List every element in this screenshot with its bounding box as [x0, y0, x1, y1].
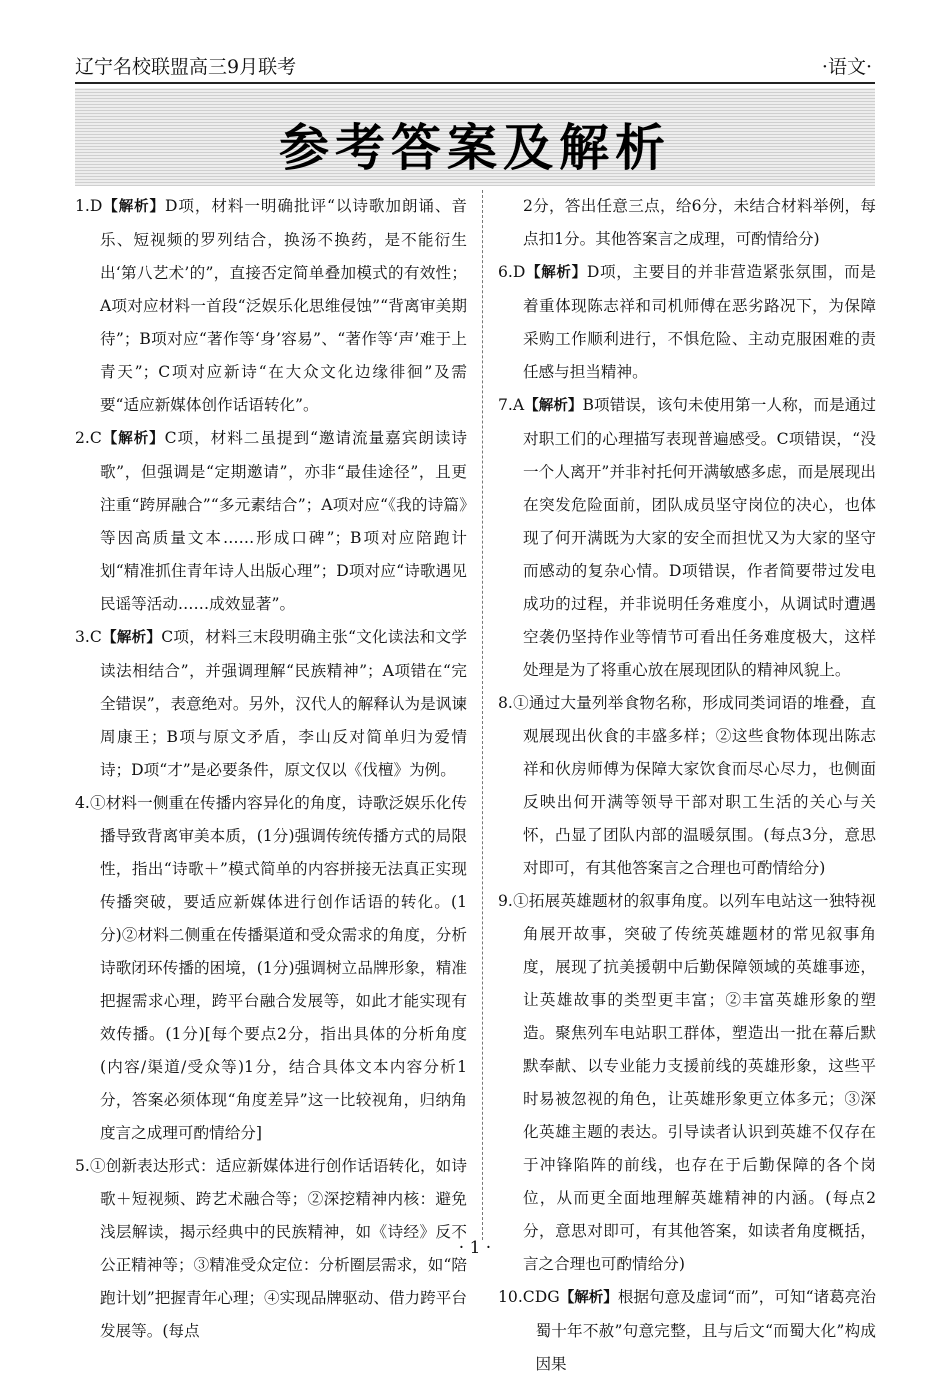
- item-number: 3.C: [75, 628, 102, 646]
- column-divider: [482, 190, 483, 1240]
- item-text: ①材料一侧重在传播内容异化的角度，诗歌泛娱乐化传播导致背离审美本质，(1分)强调传统传播方式的局限性，指出“诗歌＋”模式简单的内容拼接无法真正实现传播突破，要适应新媒体进行创作话语的转化。(1分)②材料二侧重在传播渠道和受众需求的角度，分析诗歌闭环传播的困境，(1分)强调树立品牌形象，精准把握需求心理，跨平台融合发展等，如此才能实现有效传播。(1分)[每个要点2分，指出具体的分析角度(内容/渠道/受众等)1分，结合具体文本内容分析1分，答案必须体现“角度差异”这一比较视角，归纳角度言之成理可酌情给分]: [89, 794, 467, 1142]
- analysis-tag: 【解析】: [101, 431, 165, 447]
- answer-item-8: [498, 687, 876, 885]
- header-exam-title: 辽宁名校联盟高三9月联考: [75, 56, 297, 78]
- item-text: D项，材料一明确批评“以诗歌加朗诵、音乐、短视频的罗列结合，换汤不换药，是不能衍生出‘第八艺术’的”，直接否定简单叠加模式的有效性；A项对应材料一首段“泛娱乐化思维侵蚀”“背离审美期待”；B项对应“著作等‘身’容易”、“著作等‘声’难于上青天”；C项对应新诗“在大众文化边缘徘徊”及需要“适应新媒体创作话语转化”。: [99, 197, 467, 414]
- item-text: C项，材料三末段明确主张“文化读法和文学读法相结合”，并强调理解“民族精神”；A项错在“完全错误”，表意绝对。另外，汉代人的解释认为是讽谏周康王；B项与原文矛盾，李山反对简单归为爱情诗；D项“才”是必要条件，原文仅以《伐檀》为例。: [99, 628, 467, 779]
- answer-item-6: [498, 256, 876, 389]
- answer-item-2: [75, 422, 467, 621]
- item-text: B项错误，该句未使用第一人称，而是通过对职工们的心理描写表现普遍感受。C项错误，“没一个人离开”并非衬托何开满敏感多虑，而是展现出在突发危险面前，团队成员坚守岗位的决心，也体现了何开满既为大家的安全而担忧又为大家的坚守而感动的复杂心情。D项错误，作者简要带过发电成功的过程，并非说明任务难度小，从调试时遭遇空袭仍坚持作业等情节可看出任务难度极大，这样处理是为了将重心放在展现团队的精神风貌上。: [522, 396, 876, 679]
- header-subject: ·语文·: [821, 56, 872, 78]
- item-number: 7.A: [498, 396, 525, 414]
- analysis-tag: 【解析】: [525, 265, 587, 281]
- item-number: 2.C: [75, 429, 102, 447]
- analysis-tag: 【解析】: [559, 1290, 618, 1306]
- item-text: D项，主要目的并非营造紧张氛围，而是着重体现陈志祥和司机师傅在恶劣路况下，为保障采购工作顺利进行，不惧危险、主动克服困难的责任感与担当精神。: [522, 263, 876, 381]
- answer-item-4: [75, 787, 467, 1150]
- item-text: 2分，答出任意三点，给6分，未结合材料举例，每点扣1分。其他答案言之成理，可酌情给分): [522, 197, 876, 248]
- left-column: [75, 190, 467, 1348]
- item-number: 10.CDG: [498, 1288, 560, 1306]
- item-number: 8.: [498, 694, 513, 712]
- item-text: ①拓展英雄题材的叙事角度。以列车电站这一独特视角展开故事，突破了传统英雄题材的常见叙事角度，展现了抗美援朝中后勤保障领域的英雄事迹，让英雄故事的类型更丰富；②丰富英雄形象的塑造。聚焦列车电站职工群体，塑造出一批在幕后默默奉献、以专业能力支援前线的英雄形象，这些平时易被忽视的角色，让英雄形象更立体多元；③深化英雄主题的表达。引导读者认识到英雄不仅存在于冲锋陷阵的前线，也存在于后勤保障的各个岗位，从而更全面地理解英雄精神的内涵。(每点2分，意思对即可，有其他答案，如读者角度概括，言之合理也可酌情给分): [512, 892, 876, 1273]
- answer-item-10: [498, 1281, 876, 1381]
- right-column: [498, 190, 876, 1381]
- header-rule: [75, 82, 875, 84]
- page-number: · 1 ·: [458, 1238, 492, 1258]
- item-number: 6.D: [498, 263, 526, 281]
- answer-item-5-continued: [498, 190, 876, 256]
- item-number: 9.: [498, 892, 513, 910]
- title-banner: [75, 88, 875, 186]
- analysis-tag: 【解析】: [524, 398, 583, 414]
- item-text: C项，材料二虽提到“邀请流量嘉宾朗读诗歌”，但强调是“定期邀请”，亦非“最佳途径”，且更注重“跨屏融合”“多元素结合”；A项对应“《我的诗篇》等因高质量文本……形成口碑”；B项对应陪跑计划“精准抓住青年诗人出版心理”；D项对应“诗歌遇见民谣等活动……成效显著”。: [99, 429, 468, 613]
- item-number: 5.: [75, 1157, 90, 1175]
- answer-item-1: [75, 190, 467, 422]
- answer-item-3: [75, 621, 467, 787]
- item-text: 根据句意及虚词“而”，可知“诸葛亮治蜀十年不赦”句意完整，且与后文“而蜀大化”构成因果: [535, 1288, 876, 1373]
- item-text: ①创新表达形式：适应新媒体进行创作话语转化，如诗歌＋短视频、跨艺术融合等；②深挖精神内核：避免浅层解读，揭示经典中的民族精神，如《诗经》反不公正精神等；③精准受众定位：分析圈层需求，如“陪跑计划”把握青年心理；④实现品牌驱动、借力跨平台发展等。(每点: [89, 1157, 467, 1340]
- answer-item-9: [498, 885, 876, 1281]
- item-number: 1.D: [75, 197, 103, 215]
- item-number: 4.: [75, 794, 90, 812]
- answer-item-7: [498, 389, 876, 687]
- page-title: 参考答案及解析: [279, 119, 671, 177]
- analysis-tag: 【解析】: [101, 630, 162, 646]
- item-text: ①通过大量列举食物名称，形成同类词语的堆叠，直观展现出伙食的丰盛多样；②这些食物体现出陈志祥和伙房师傅为保障大家饮食而尽心尽力，也侧面反映出何开满等领导干部对职工生活的关心与关怀，凸显了团队内部的温暖氛围。(每点3分，意思对即可，有其他答案言之合理也可酌情给分): [512, 694, 876, 877]
- analysis-tag: 【解析】: [102, 199, 165, 215]
